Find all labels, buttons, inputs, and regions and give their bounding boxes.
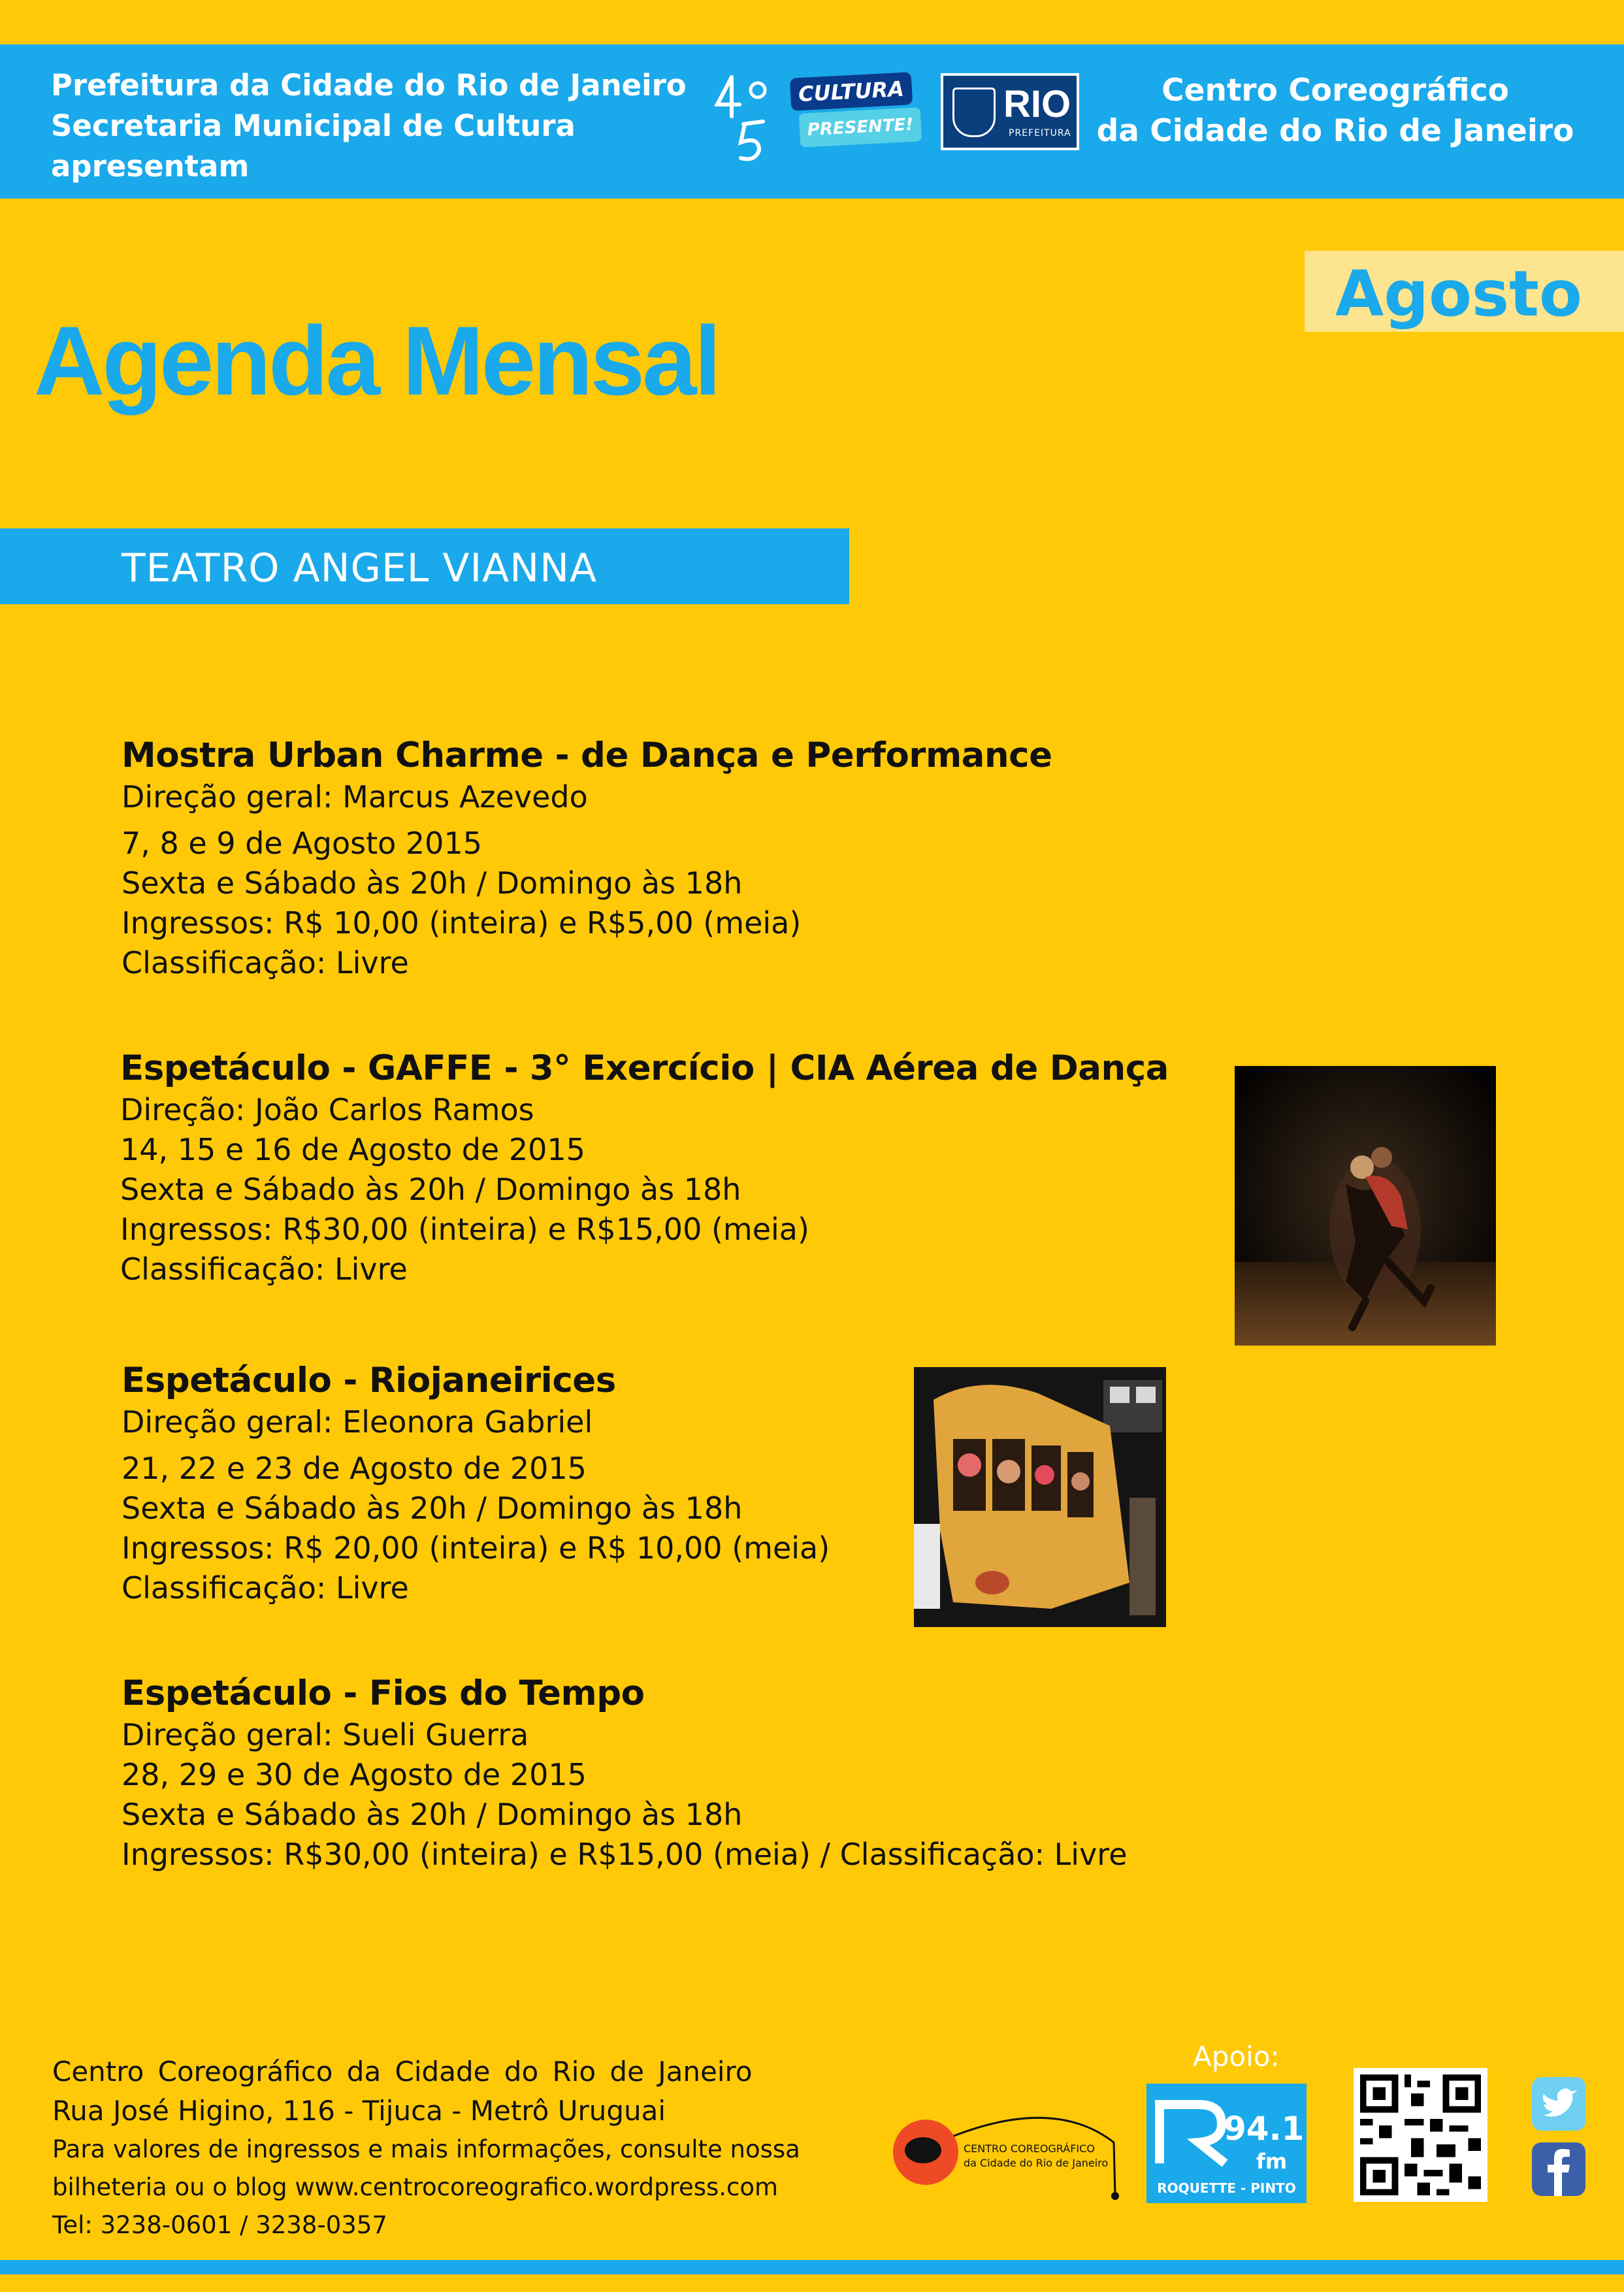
- radio-name: ROQUETTE - PINTO: [1157, 2180, 1296, 2196]
- centro-coreografico-logo: [892, 2097, 1127, 2208]
- radio-r-icon: [1153, 2091, 1231, 2170]
- event-title: Espetáculo - Riojaneirices: [122, 1361, 616, 1400]
- footer-contact: [52, 2052, 800, 2244]
- event-direction: Direção geral: Sueli Guerra: [122, 1717, 529, 1752]
- rio-prefeitura-logo: [941, 73, 1079, 150]
- event-direction: Direção: João Carlos Ramos: [120, 1092, 534, 1127]
- twitter-icon[interactable]: [1532, 2077, 1585, 2131]
- event-schedule: Sexta e Sábado às 20h / Domingo às 18h: [122, 865, 743, 901]
- event-rating: Classificação: Livre: [120, 1251, 408, 1287]
- presenter-line: Secretaria Municipal de Cultura: [51, 108, 576, 143]
- venue-name: TEATRO ANGEL VIANNA: [122, 545, 598, 591]
- rio-logo-sub: PREFEITURA: [1009, 128, 1071, 138]
- organizer-line: da Cidade do Rio de Janeiro: [1096, 113, 1574, 149]
- event-tickets: Ingressos: R$ 10,00 (inteira) e R$5,00 (meia): [122, 905, 802, 941]
- event-schedule: Sexta e Sábado às 20h / Domingo às 18h: [122, 1797, 743, 1832]
- radio-band: fm: [1256, 2149, 1288, 2174]
- cc-logo-line1: CENTRO COREOGRÁFICO: [964, 2142, 1095, 2155]
- footer-org: Centro Coreográfico da Cidade do Rio de Janeiro: [52, 2056, 753, 2088]
- organizer-line: Centro Coreográfico: [1161, 73, 1509, 108]
- cultura-presente-logo: [790, 75, 921, 148]
- organizer-text: [1087, 71, 1583, 152]
- event-item: [122, 1672, 1297, 1875]
- event-direction: Direção geral: Marcus Azevedo: [122, 779, 588, 815]
- radio-frequency: 94.1: [1224, 2110, 1305, 2148]
- cultura-logo-top: CULTURA: [790, 72, 913, 111]
- footer-phone: Tel: 3238-0601 / 3238-0357: [52, 2211, 387, 2239]
- venue-banner: [0, 528, 849, 604]
- month-label: Agosto: [1335, 257, 1582, 331]
- cc-logo-line2: da Cidade do Rio de Janeiro: [964, 2157, 1109, 2169]
- radio-logo: [1146, 2084, 1307, 2203]
- event-dates: 21, 22 e 23 de Agosto de 2015: [122, 1451, 587, 1486]
- event-title: Espetáculo - GAFFE - 3° Exercício | CIA Aérea de Dança: [120, 1048, 1169, 1088]
- event-direction: Direção geral: Eleonora Gabriel: [122, 1404, 593, 1440]
- event-dates: 28, 29 e 30 de Agosto de 2015: [122, 1757, 587, 1792]
- presenters-text: [51, 65, 687, 187]
- dance-photo: [1235, 1066, 1496, 1346]
- page-title: Agenda Mensal: [34, 306, 719, 415]
- tram-photo: [914, 1367, 1166, 1627]
- event-title: Mostra Urban Charme - de Dança e Performance: [122, 735, 1052, 775]
- presenter-line: Prefeitura da Cidade do Rio de Janeiro: [51, 68, 687, 103]
- event-schedule: Sexta e Sábado às 20h / Domingo às 18h: [120, 1172, 741, 1207]
- event-rating: Classificação: Livre: [122, 1570, 409, 1606]
- rio-crest-icon: [952, 88, 996, 137]
- presenter-line: apresentam: [51, 149, 250, 184]
- 45-years-logo: [712, 71, 771, 162]
- bottom-bar: [0, 2260, 1624, 2274]
- footer-blog: bilheteria ou o blog www.centrocoreografico.wordpress.com: [52, 2173, 779, 2201]
- month-badge: [1305, 251, 1624, 332]
- event-dates: 14, 15 e 16 de Agosto de 2015: [120, 1132, 585, 1167]
- support-label: Apoio:: [1193, 2041, 1280, 2073]
- qr-code-icon[interactable]: [1354, 2068, 1487, 2202]
- event-title: Espetáculo - Fios do Tempo: [122, 1673, 645, 1713]
- footer-info: Para valores de ingressos e mais informações, consulte nossa: [52, 2135, 800, 2163]
- event-item: [120, 1047, 1296, 1289]
- footer-address: Rua José Higino, 116 - Tijuca - Metrô Uruguai: [52, 2095, 666, 2127]
- event-item: [122, 734, 1297, 983]
- event-tickets: Ingressos: R$30,00 (inteira) e R$15,00 (meia): [120, 1212, 809, 1247]
- facebook-icon[interactable]: [1532, 2142, 1585, 2196]
- event-dates: 7, 8 e 9 de Agosto 2015: [122, 826, 482, 861]
- event-schedule: Sexta e Sábado às 20h / Domingo às 18h: [122, 1491, 743, 1526]
- event-rating: Classificação: Livre: [122, 945, 409, 980]
- rio-logo-word: RIO: [1003, 83, 1071, 125]
- event-tickets: Ingressos: R$30,00 (inteira) e R$15,00 (meia) / Classificação: Livre: [122, 1837, 1128, 1872]
- cultura-logo-bottom: PRESENTE!: [799, 107, 922, 148]
- event-tickets: Ingressos: R$ 20,00 (inteira) e R$ 10,00 (meia): [122, 1530, 830, 1566]
